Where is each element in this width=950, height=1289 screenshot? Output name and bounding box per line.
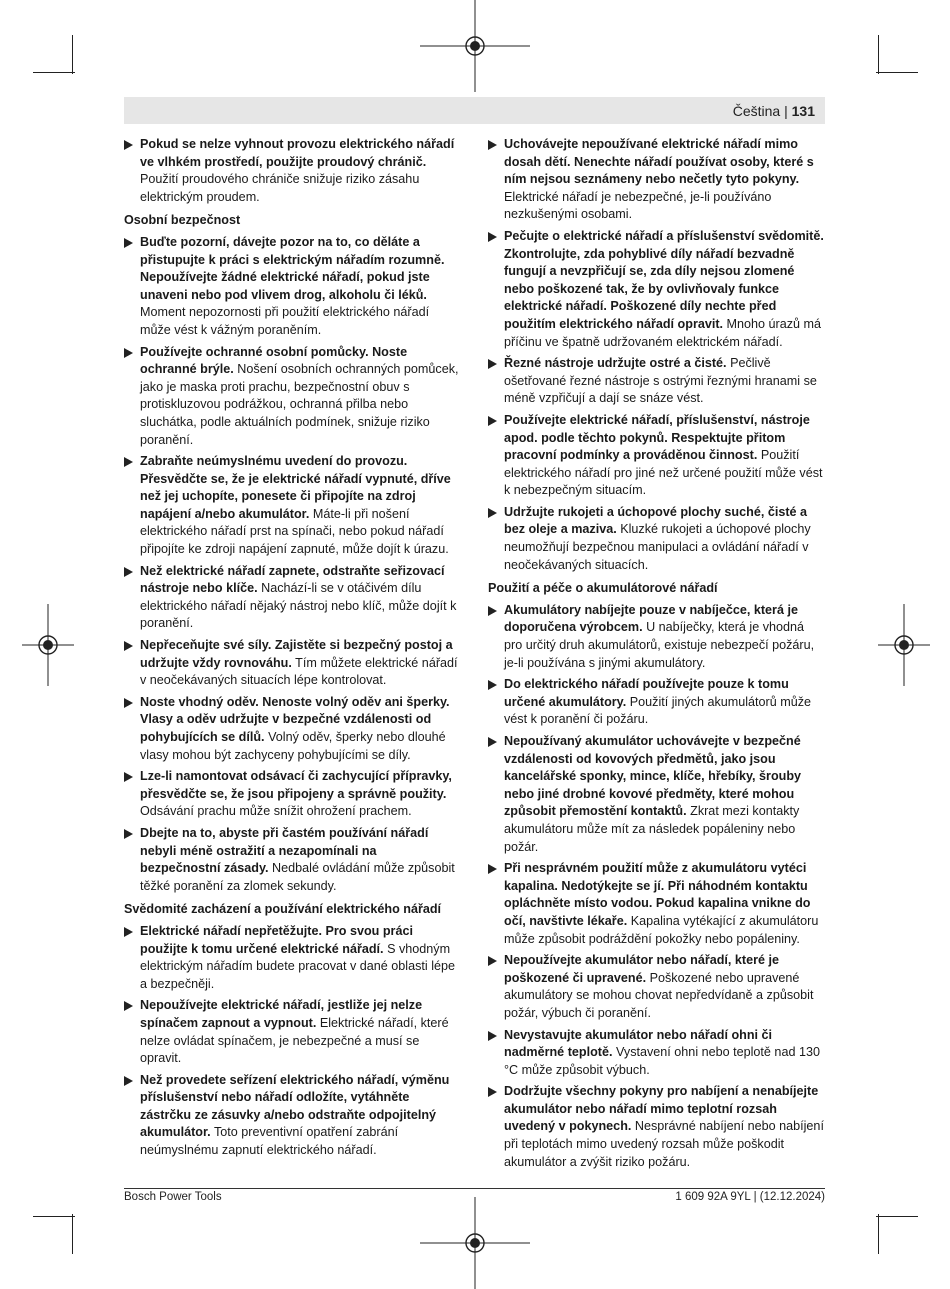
instruction-explanation: Vystavení ohni nebo teplotě nad 130 °C může způsobit výbuch. bbox=[504, 1045, 820, 1077]
crop-mark bbox=[876, 72, 918, 73]
section-heading: Svědomité zacházení a používání elektrického nářadí bbox=[124, 902, 442, 917]
instruction-bold-text: Elektrické nářadí nepřetěžujte. Pro svou práci použijte k tomu určené elektrické nářadí. bbox=[140, 923, 413, 956]
safety-instruction bbox=[488, 602, 825, 672]
bullet-triangle-icon bbox=[488, 680, 497, 690]
bullet-triangle-icon bbox=[124, 238, 133, 248]
bullet-triangle-icon bbox=[124, 348, 133, 358]
instruction-bold-text: Nepoužívejte elektrické nářadí, jestliže jej nelze spínačem zapnout a vypnout. bbox=[140, 998, 423, 1030]
instruction-bold-text: Pečujte o elektrické nářadí a příslušenství svědomitě. Zkontrolujte, zda pohyblivé díly nářadí bezvadně fungují a nevzpřičují se, zda díly nejsou zlomené nebo poškozené tak, že by ovlivňovaly funkce elektrické nářadí. Poškozené díly nechte před použitím elektrického nářadí opravit. bbox=[504, 228, 824, 331]
crop-mark bbox=[33, 72, 75, 73]
registration-mark-icon bbox=[420, 0, 530, 92]
bullet-triangle-icon bbox=[124, 457, 133, 467]
instruction-bold-text: Uchovávejte nepoužívané elektrické nářadí mimo dosah dětí. Nenechte nářadí používat osoby, které s ním nejsou seznámeny nebo nečetly tyto pokyny. bbox=[504, 137, 814, 187]
instruction-explanation: Kapalina vytékající z akumulátoru může způsobit podráždění pokožky nebo popáleniny. bbox=[504, 913, 819, 946]
instruction-bold-text: Zabraňte neúmyslnému uvedení do provozu. Přesvědčte se, že je elektrické nářadí vypnuté, dříve než jej uchopíte, ponesete či připojíte na zdroj napájení a/nebo akumulátor. bbox=[140, 454, 451, 521]
right-column bbox=[488, 136, 825, 1175]
safety-instruction bbox=[488, 136, 825, 224]
instruction-bold-text: Než provedete seřízení elektrického nářadí, výměnu příslušenství nebo nářadí odložíte, vytáhněte zástrčku ze zásuvky a/nebo odstraňte odpojitelný akumulátor. bbox=[140, 1072, 450, 1140]
safety-instruction bbox=[488, 228, 825, 351]
instruction-bold-text: Při nesprávném použití může z akumulátoru vytéci kapalina. Nedotýkejte se jí. Při náhodném kontaktu opláchněte místo vodou. Pokud kapalina vnikne do očí, navštivte lékaře. bbox=[504, 861, 811, 928]
bullet-triangle-icon bbox=[488, 864, 497, 874]
crop-mark bbox=[878, 1214, 879, 1254]
instruction-bold-text: Používejte elektrické nářadí, příslušenství, nástroje apod. podle těchto pokynů. Respektujte přitom pracovní podmínky a prováděnou činnost. bbox=[504, 412, 810, 463]
instruction-bold-text: Buďte pozorní, dávejte pozor na to, co děláte a přistupujte k práci s elektrickým nářadím rozumně. Nepoužívejte žádné elektrické nářadí, pokud jste unaveni nebo pod vlivem drog, alkoholu či léků. bbox=[140, 234, 445, 302]
left-column bbox=[124, 136, 460, 1164]
instruction-explanation: Kluzké rukojeti a úchopové plochy neumožňují bezpečnou manipulaci a ovládání nářadí v neočekávaných situacích. bbox=[504, 522, 811, 572]
instruction-explanation: Máte-li při nošení elektrického nářadí prst na spínači, nebo pokud nářadí připojíte ke zdroji napájení zapnuté, může dojít k úrazu. bbox=[140, 506, 449, 557]
instruction-bold-text: Do elektrického nářadí používejte pouze k tomu určené akumulátory. bbox=[504, 677, 789, 709]
bullet-triangle-icon bbox=[124, 772, 133, 782]
crop-mark bbox=[33, 1216, 75, 1217]
bullet-triangle-icon bbox=[488, 508, 497, 518]
section-heading: Použití a péče o akumulátorové nářadí bbox=[488, 581, 718, 596]
page-header bbox=[124, 97, 825, 124]
safety-instruction bbox=[488, 1083, 825, 1171]
safety-instruction bbox=[124, 563, 460, 633]
instruction-bold-text: Lze-li namontovat odsávací či zachycující přípravky, přesvědčte se, že jsou připojeny a správně použity. bbox=[140, 769, 452, 801]
safety-instruction bbox=[488, 952, 825, 1022]
instruction-explanation: Elektrické nářadí je nebezpečné, je-li používáno nezkušenými osobami. bbox=[504, 189, 772, 222]
safety-instruction bbox=[124, 453, 460, 559]
instruction-explanation: S vhodným elektrickým nářadím budete pracovat v dané oblasti lépe a bezpečněji. bbox=[140, 941, 456, 991]
safety-instruction bbox=[488, 676, 825, 729]
bullet-triangle-icon bbox=[124, 829, 133, 839]
instruction-bold-text: Nevystavujte akumulátor nebo nářadí ohni či nadměrné teplotě. bbox=[504, 1027, 773, 1060]
instruction-explanation: Tím můžete elektrické nářadí v neočekávaných situacích lépe kontrolovat. bbox=[140, 655, 458, 688]
instruction-bold-text: Nepřeceňujte své síly. Zajistěte si bezpečný postoj a udržujte vždy rovnováhu. bbox=[140, 638, 453, 670]
instruction-explanation: Odsávání prachu může snížit ohrožení prachem. bbox=[140, 804, 412, 819]
bullet-triangle-icon bbox=[124, 1001, 133, 1011]
bullet-triangle-icon bbox=[488, 232, 497, 242]
instruction-bold-text: Dbejte na to, abyste při častém používání nářadí nebyli méně ostražití a nezapomínali na bezpečnostní zásady. bbox=[140, 825, 429, 876]
instruction-explanation: Použití elektrického nářadí pro jiné než určené použití může vést k nebezpečným situacím. bbox=[504, 448, 823, 498]
bullet-triangle-icon bbox=[124, 140, 133, 150]
instruction-explanation: Zkrat mezi kontakty akumulátoru může mít za následek popáleniny nebo požár. bbox=[504, 804, 800, 854]
bullet-triangle-icon bbox=[124, 1076, 133, 1086]
instruction-explanation: Nachází-li se v otáčivém dílu elektrického nářadí nějaký nástroj nebo klíč, může dojít k poranění. bbox=[140, 581, 457, 631]
instruction-explanation: Poškozené nebo upravené akumulátory se mohou chovat nepředvídaně a způsobit požár, výbuch či poranění. bbox=[504, 970, 814, 1020]
bullet-triangle-icon bbox=[488, 1031, 497, 1041]
registration-mark-icon bbox=[420, 1197, 530, 1289]
instruction-bold-text: Nepoužívaný akumulátor uchovávejte v bezpečné vzdálenosti od kovových předmětů, jako jsou kancelářské sponky, mince, klíče, hřebíky, šrouby nebo jiné drobné kovové předměty, které mohou způsobit přemostění kontaktů. bbox=[504, 734, 802, 819]
safety-instruction bbox=[124, 768, 460, 821]
header-text: Čeština | 131 bbox=[732, 103, 815, 119]
safety-instruction bbox=[124, 694, 460, 764]
section-heading: Osobní bezpečnost bbox=[124, 213, 241, 228]
registration-mark-icon bbox=[878, 604, 930, 686]
bullet-triangle-icon bbox=[488, 737, 497, 747]
instruction-bold-text: Dodržujte všechny pokyny pro nabíjení a nenabíjejte akumulátor nebo nářadí mimo teplotní rozsah uvedený v pokynech. bbox=[504, 1084, 819, 1134]
instruction-bold-text: Nepoužívejte akumulátor nebo nářadí, které je poškozené či upravené. bbox=[504, 953, 780, 985]
safety-instruction bbox=[124, 344, 460, 450]
safety-instruction bbox=[488, 412, 825, 500]
safety-instruction bbox=[124, 1072, 460, 1160]
footer-brand: Bosch Power Tools bbox=[124, 1191, 222, 1203]
instruction-explanation: Moment nepozornosti při použití elektrického nářadí může vést k vážným poraněním. bbox=[140, 305, 430, 337]
instruction-explanation: Mnoho úrazů má příčinu ve špatně udržovaném elektrickém nářadí. bbox=[504, 316, 822, 349]
bullet-triangle-icon bbox=[488, 1087, 497, 1097]
crop-mark bbox=[72, 1214, 73, 1254]
instruction-explanation: Použití jiných akumulátorů může vést k poranění či požáru. bbox=[504, 694, 812, 727]
bullet-triangle-icon bbox=[488, 956, 497, 966]
safety-instruction bbox=[124, 825, 460, 895]
bullet-triangle-icon bbox=[124, 567, 133, 577]
bullet-triangle-icon bbox=[488, 416, 497, 426]
safety-instruction bbox=[488, 355, 825, 408]
instruction-explanation: Volný oděv, šperky nebo dlouhé vlasy mohou být zachyceny pohybujícími se díly. bbox=[140, 730, 446, 762]
instruction-explanation: Toto preventivní opatření zabrání neúmyslnému zapnutí elektrického nářadí. bbox=[140, 1125, 399, 1158]
footer-doc-id: 1 609 92A 9YL | (12.12.2024) bbox=[675, 1191, 825, 1203]
bullet-triangle-icon bbox=[124, 641, 133, 651]
crop-mark bbox=[72, 35, 73, 74]
instruction-bold-text: Noste vhodný oděv. Nenoste volný oděv ani šperky. Vlasy a oděv udržujte v bezpečné vzdálenosti od pohybujících se dílů. bbox=[140, 694, 450, 744]
instruction-bold-text: Řezné nástroje udržujte ostré a čisté. bbox=[504, 356, 727, 371]
footer-divider bbox=[124, 1188, 825, 1189]
registration-mark-icon bbox=[22, 604, 74, 686]
safety-instruction bbox=[124, 136, 460, 206]
header-language: Čeština bbox=[732, 103, 781, 119]
crop-mark bbox=[878, 35, 879, 74]
page-number: 131 bbox=[791, 103, 815, 119]
instruction-explanation: Nedbalé ovládání může způsobit těžké poranění za zlomek sekundy. bbox=[140, 861, 455, 893]
safety-instruction bbox=[488, 504, 825, 574]
safety-instruction bbox=[124, 637, 460, 690]
safety-instruction bbox=[124, 234, 460, 340]
safety-instruction bbox=[124, 997, 460, 1067]
instruction-bold-text: Než elektrické nářadí zapnete, odstraňte seřizovací nástroje nebo klíče. bbox=[140, 563, 445, 596]
instruction-explanation: Použití proudového chrániče snižuje riziko zásahu elektrickým proudem. bbox=[140, 172, 420, 204]
safety-instruction bbox=[488, 1027, 825, 1080]
instruction-explanation: Nošení osobních ochranných pomůcek, jako je maska proti prachu, bezpečnostní obuv s protiskluzovou podrážkou, ochranná přilba nebo sluchátka, podle aktuálních podmínek, snižuje riziko poranění. bbox=[140, 362, 459, 447]
instruction-explanation: Elektrické nářadí, které nelze ovládat spínačem, je nebezpečné a musí se opravit. bbox=[140, 1015, 449, 1066]
safety-instruction bbox=[124, 923, 460, 993]
bullet-triangle-icon bbox=[488, 140, 497, 150]
bullet-triangle-icon bbox=[124, 698, 133, 708]
instruction-bold-text: Pokud se nelze vyhnout provozu elektrického nářadí ve vlhkém prostředí, použijte proudový chránič. bbox=[140, 137, 455, 169]
instruction-bold-text: Akumulátory nabíjejte pouze v nabíječce, která je doporučena výrobcem. bbox=[504, 602, 798, 635]
safety-instruction bbox=[488, 860, 825, 948]
instruction-bold-text: Udržujte rukojeti a úchopové plochy suché, čisté a bez oleje a maziva. bbox=[504, 504, 808, 537]
crop-mark bbox=[876, 1216, 918, 1217]
instruction-bold-text: Používejte ochranné osobní pomůcky. Noste ochranné brýle. bbox=[140, 344, 408, 377]
instruction-explanation: U nabíječky, která je vhodná pro určitý druh akumulátorů, existuje nebezpečí požáru, je-li používána s jinými akumulátory. bbox=[504, 620, 815, 670]
instruction-explanation: Nesprávné nabíjení nebo nabíjení při teplotách mimo uvedený rozsah může poškodit akumulátor a zvýšit riziko požáru. bbox=[504, 1119, 824, 1169]
instruction-explanation: Pečlivě ošetřované řezné nástroje s ostrými řeznými hranami se méně vzpřičují a dají se snáze vést. bbox=[504, 356, 817, 406]
bullet-triangle-icon bbox=[488, 359, 497, 369]
bullet-triangle-icon bbox=[124, 927, 133, 937]
safety-instruction bbox=[488, 733, 825, 856]
bullet-triangle-icon bbox=[488, 606, 497, 616]
